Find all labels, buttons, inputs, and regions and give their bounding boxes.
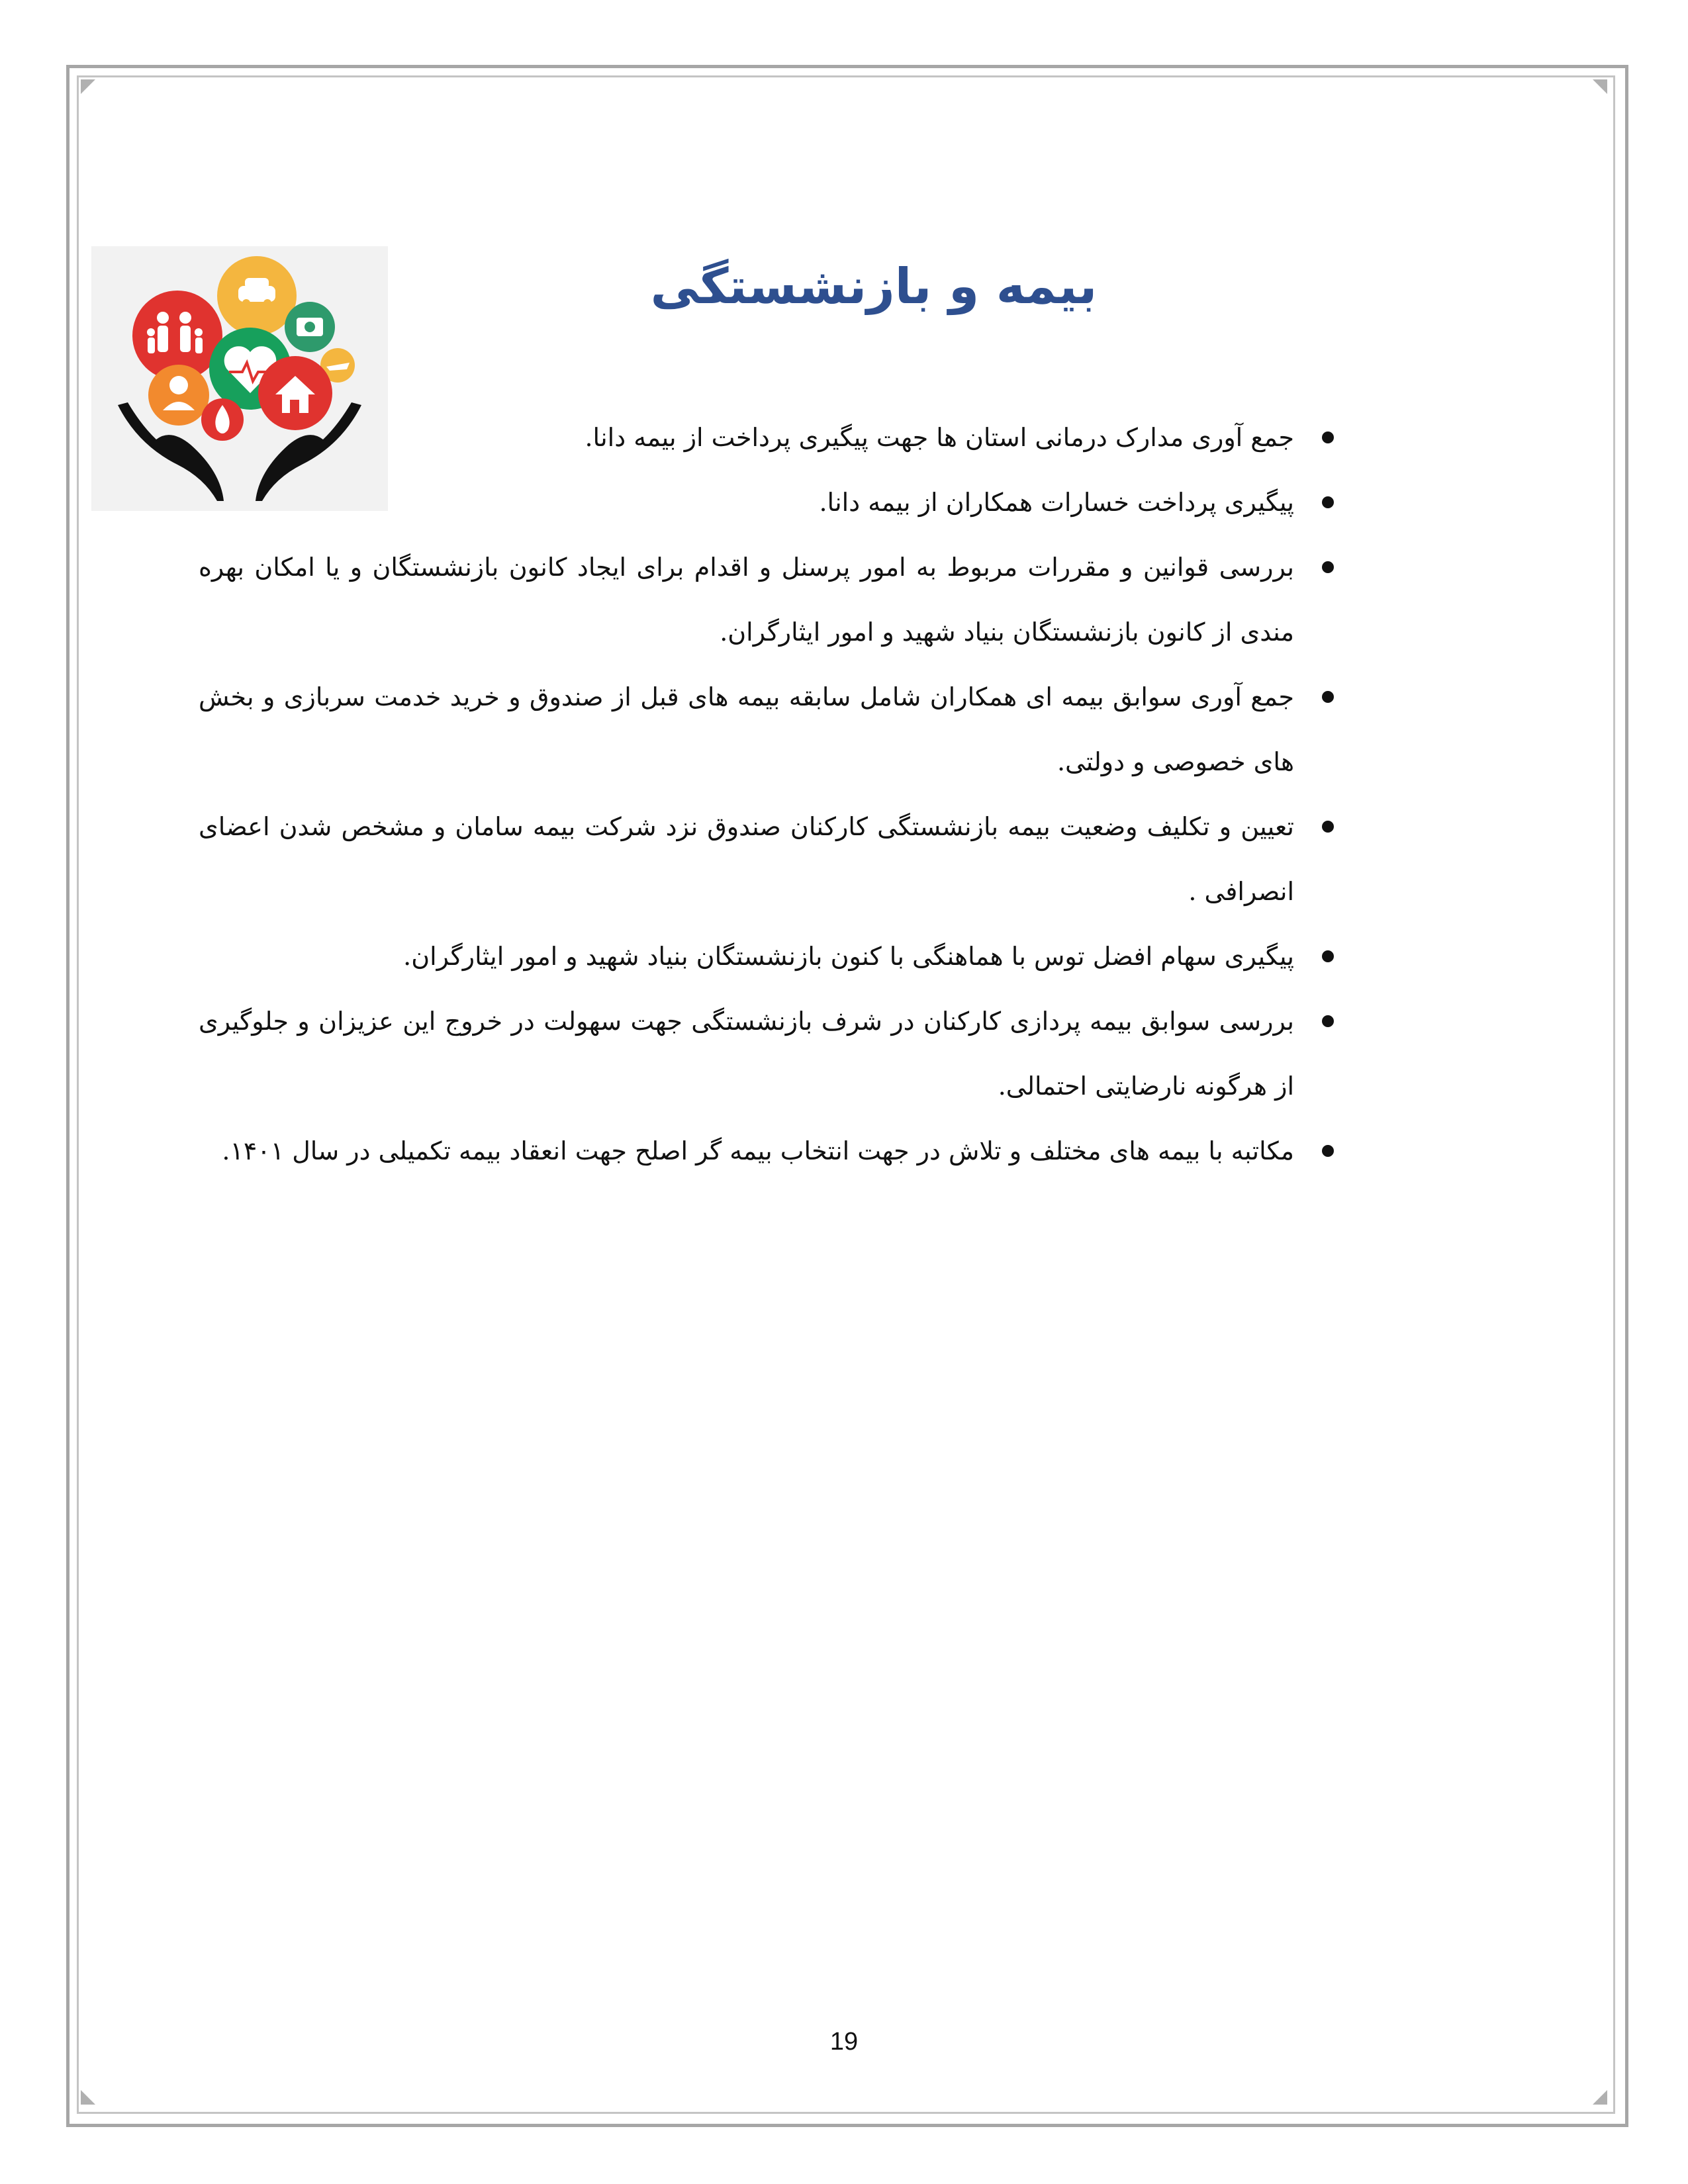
page-number: 19	[829, 2028, 859, 2056]
list-item: پیگیری پرداخت خسارات همکاران از بیمه دانا.	[199, 470, 1294, 535]
list-item: پیگیری سهام افضل توس با هماهنگی با کنون بازنشستگان بنیاد شهید و امور ایثارگران.	[199, 924, 1294, 989]
list-item: بررسی سوابق بیمه پردازی کارکنان در شرف بازنشستگی جهت سهولت در خروج این عزیزان و جلوگیری از هرگونه نارضایتی احتمالی.	[199, 989, 1294, 1118]
corner-ornament-top-left	[81, 79, 95, 94]
corner-ornament-bottom-right	[1593, 2090, 1607, 2105]
corner-ornament-bottom-left	[81, 2090, 95, 2105]
list-item: جمع آوری مدارک درمانی استان ها جهت پیگیری پرداخت از بیمه دانا.	[199, 405, 1294, 470]
page-title: بیمه و بازنشستگی	[650, 258, 1098, 315]
list-item: بررسی قوانین و مقررات مربوط به امور پرسنل و اقدام برای ایجاد کانون بازنشستگان و یا امکان بهره مندی از کانون بازنشستگان بنیاد شهید و امور ایثارگران.	[199, 535, 1294, 664]
bullet-list	[199, 405, 1336, 1183]
list-item: تعیین و تکلیف وضعیت بیمه بازنشستگی کارکنان صندوق نزد شرکت بیمه سامان و مشخص شدن اعضای انصرافی .	[199, 794, 1294, 924]
list-item: مکاتبه با بیمه های مختلف و تلاش در جهت انتخاب بیمه گر اصلح جهت انعقاد بیمه تکمیلی در سال ۱۴۰۱.	[199, 1118, 1294, 1183]
list-item: جمع آوری سوابق بیمه ای همکاران شامل سابقه بیمه های قبل از صندوق و خرید خدمت سربازی و بخش های خصوصی و دولتی.	[199, 664, 1294, 794]
corner-ornament-top-right	[1593, 79, 1607, 94]
